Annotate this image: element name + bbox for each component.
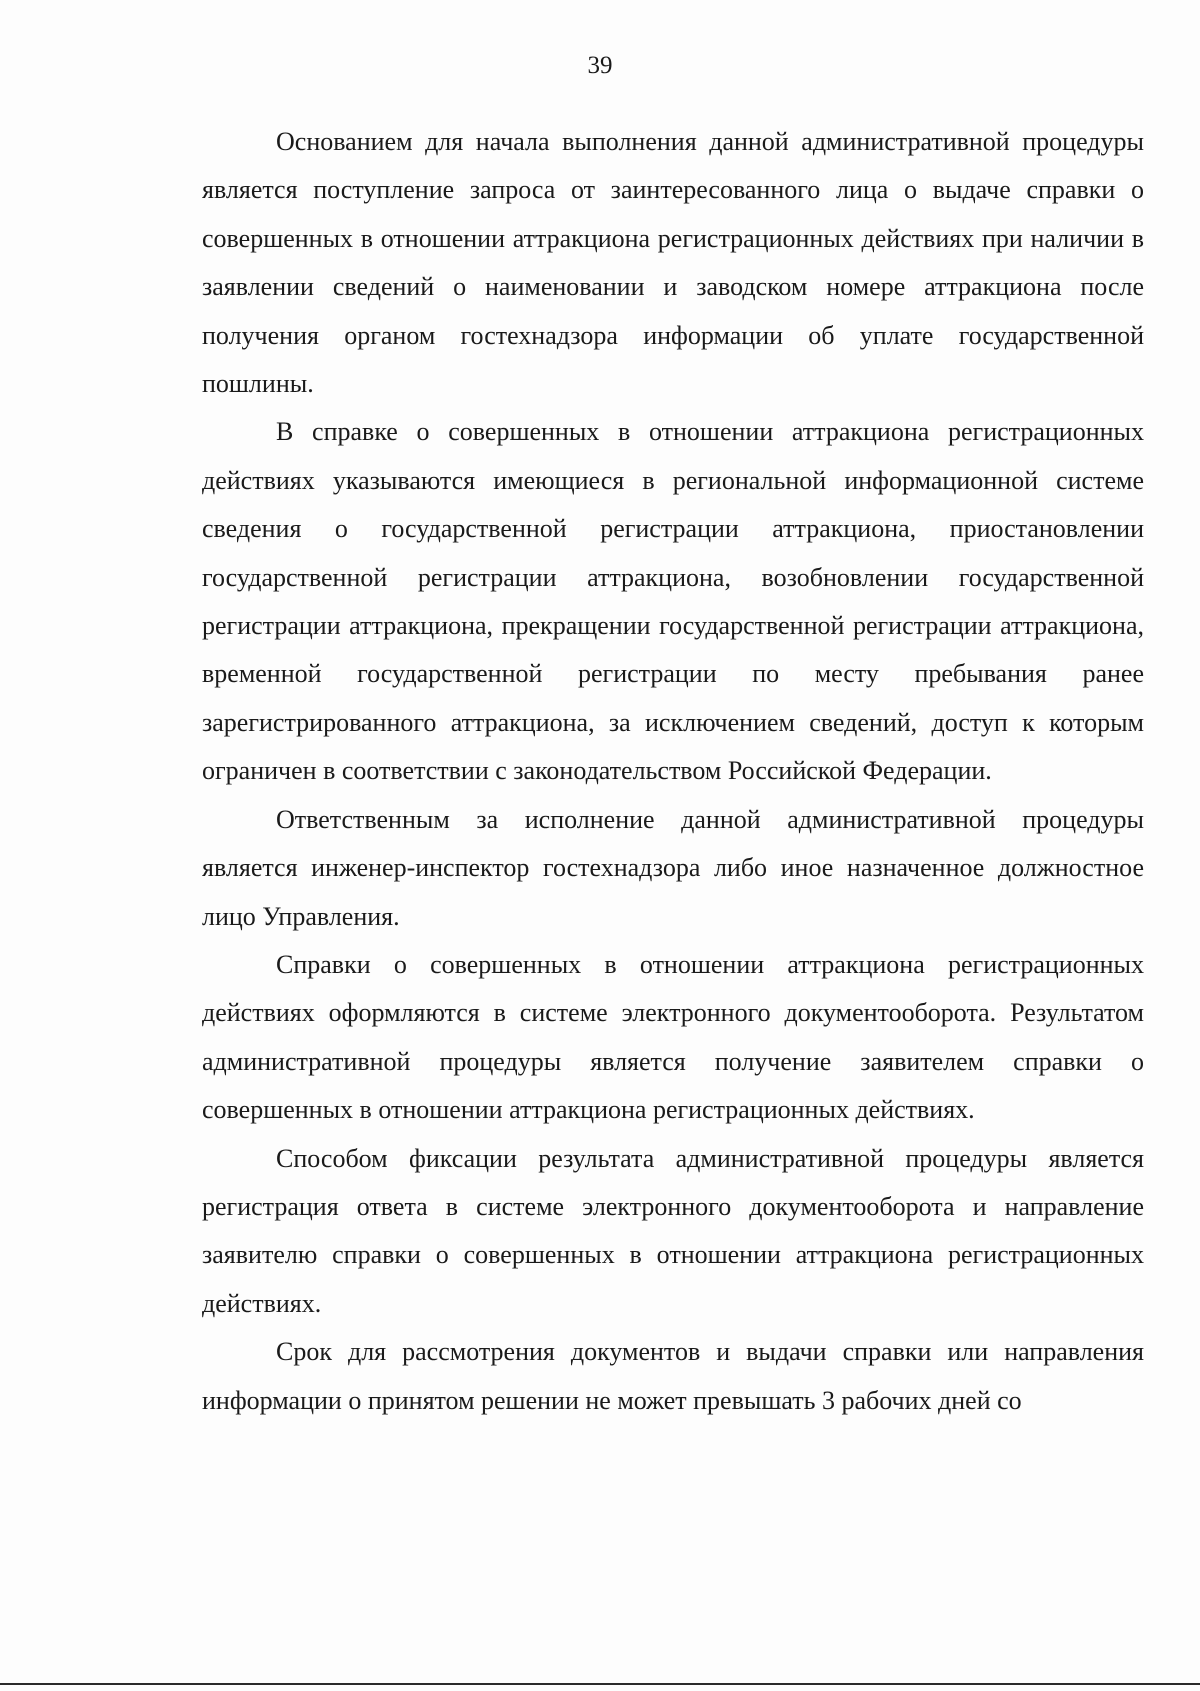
paragraph-responsible: Ответственным за исполнение данной административной процедуры является инженер-инспектор гостехнадзора либо иное назначенное должностное лицо Управления. bbox=[202, 804, 1144, 931]
page-number: 39 bbox=[587, 52, 613, 79]
document-body bbox=[202, 118, 1144, 1425]
bottom-scan-edge bbox=[0, 1683, 1200, 1685]
paragraph-basis: Основанием для начала выполнения данной административной процедуры является поступление запроса от заинтересованного лица о выдаче справки о совершенных в отношении аттракциона регистрационных действиях при наличии в заявлении сведений о наименовании и заводском номере аттракциона после получения органом гостехнадзора информации об уплате государственной пошлины. bbox=[202, 127, 1144, 399]
paragraph-deadline: Срок для рассмотрения документов и выдачи справки или направления информации о принятом решении не может превышать 3 рабочих дней со bbox=[202, 1337, 1144, 1415]
paragraph-fixation: Способом фиксации результата административной процедуры является регистрация ответа в системе электронного документооборота и направление заявителю справки о совершенных в отношении аттракциона регистрационных действиях. bbox=[202, 1143, 1144, 1318]
paragraph-result: Справки о совершенных в отношении аттракциона регистрационных действиях оформляются в системе электронного документооборота. Результатом административной процедуры является получение заявителем справки о совершенных в отношении аттракциона регистрационных действиях. bbox=[202, 949, 1144, 1125]
paragraph-certificate-contents: В справке о совершенных в отношении аттракциона регистрационных действиях указываются имеющиеся в региональной информационной системе сведения о государственной регистрации аттракциона, приостановлении государственной регистрации аттракциона, возобновлении государственной регистрации аттракциона, прекращении государственной регистрации аттракциона, временной государственной регистрации по месту пребывания ранее зарегистрированного аттракциона, за исключением сведений, доступ к которым ограничен в соответствии с законодательством Российской Федерации. bbox=[202, 417, 1144, 786]
